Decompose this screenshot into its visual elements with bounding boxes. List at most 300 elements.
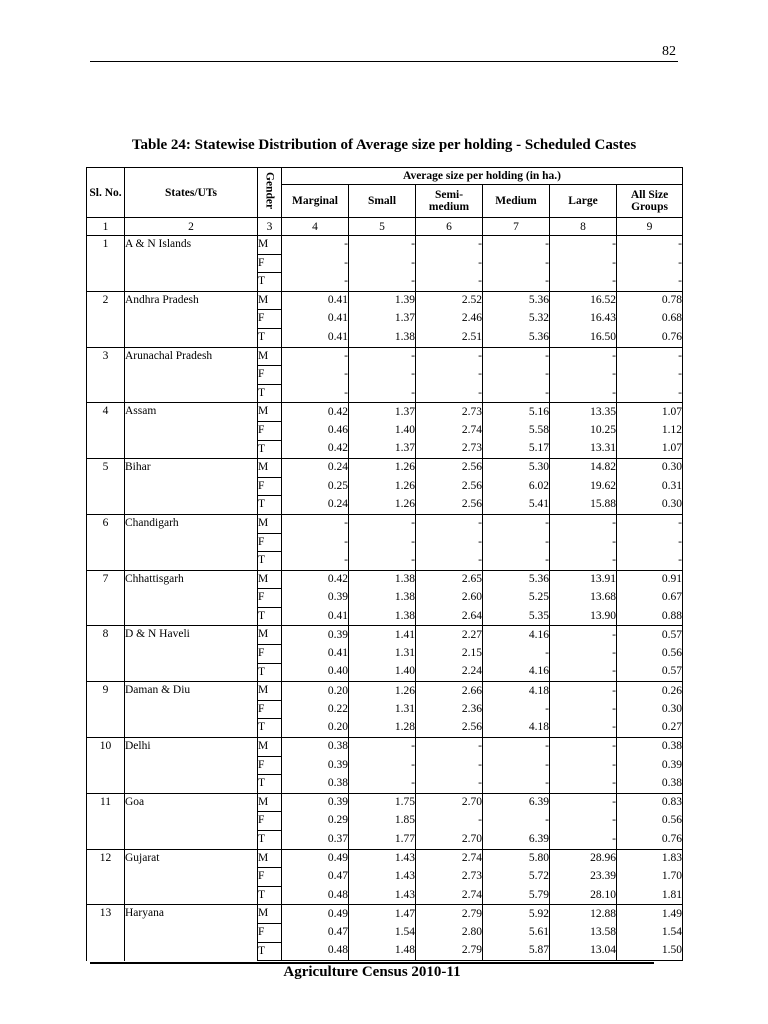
value-cell: 2.79	[416, 905, 483, 924]
column-number: 2	[125, 218, 258, 236]
state-group	[87, 291, 683, 347]
header-sl-no: Sl. No.	[87, 168, 125, 218]
value-cell: 0.39	[282, 756, 349, 775]
value-cell: 0.41	[282, 291, 349, 310]
table-title: Table 24: Statewise Distribution of Average size per holding - Scheduled Castes	[131, 137, 637, 153]
table-row	[87, 459, 683, 478]
value-cell: -	[550, 738, 617, 757]
header-gender-cell	[258, 168, 282, 218]
state-group	[87, 514, 683, 570]
header-large: Large	[550, 185, 617, 218]
gender-cell: M	[258, 459, 282, 478]
gender-cell: M	[258, 682, 282, 701]
value-cell: 5.92	[483, 905, 550, 924]
state-group	[87, 626, 683, 682]
value-cell: -	[550, 236, 617, 255]
value-cell: 1.31	[349, 700, 416, 719]
value-cell: -	[483, 738, 550, 757]
value-cell: 4.18	[483, 719, 550, 738]
state-group	[87, 347, 683, 403]
sl-no-cell: 2	[87, 291, 125, 347]
value-cell: 1.85	[349, 812, 416, 831]
page-number: 82	[662, 44, 676, 59]
value-cell: 15.88	[550, 496, 617, 515]
value-cell: -	[416, 775, 483, 794]
gender-cell: T	[258, 552, 282, 571]
value-cell: -	[349, 533, 416, 552]
value-cell: 0.20	[282, 719, 349, 738]
value-cell: 2.24	[416, 663, 483, 682]
value-cell: 0.24	[282, 496, 349, 515]
gender-cell: T	[258, 775, 282, 794]
value-cell: 1.31	[349, 645, 416, 664]
value-cell: 2.74	[416, 849, 483, 868]
value-cell: 1.38	[349, 570, 416, 589]
value-cell: -	[617, 254, 683, 273]
value-cell: 2.64	[416, 607, 483, 626]
value-cell: 0.41	[282, 328, 349, 347]
gender-cell: F	[258, 533, 282, 552]
value-cell: -	[349, 738, 416, 757]
value-cell: -	[416, 236, 483, 255]
table-row	[87, 793, 683, 812]
value-cell: 0.30	[617, 700, 683, 719]
value-cell: 0.41	[282, 310, 349, 329]
value-cell: 12.88	[550, 905, 617, 924]
value-cell: 14.82	[550, 459, 617, 478]
value-cell: 1.37	[349, 403, 416, 422]
header-rule	[90, 61, 678, 62]
table-row	[87, 236, 683, 255]
value-cell: 16.52	[550, 291, 617, 310]
gender-cell: M	[258, 291, 282, 310]
value-cell: 0.38	[282, 775, 349, 794]
value-cell: 1.07	[617, 440, 683, 459]
gender-cell: M	[258, 626, 282, 645]
value-cell: -	[617, 533, 683, 552]
value-cell: 2.73	[416, 403, 483, 422]
value-cell: -	[483, 700, 550, 719]
value-cell: -	[483, 756, 550, 775]
table-row	[87, 682, 683, 701]
value-cell: -	[617, 552, 683, 571]
gender-cell: T	[258, 663, 282, 682]
state-name-cell: Delhi	[125, 738, 258, 794]
value-cell: 0.56	[617, 645, 683, 664]
value-cell: 13.31	[550, 440, 617, 459]
value-cell: -	[349, 366, 416, 385]
value-cell: -	[550, 700, 617, 719]
value-cell: 5.17	[483, 440, 550, 459]
sl-no-cell: 6	[87, 514, 125, 570]
value-cell: -	[617, 347, 683, 366]
value-cell: 0.26	[617, 682, 683, 701]
gender-cell: M	[258, 347, 282, 366]
state-group	[87, 403, 683, 459]
state-name-cell: Haryana	[125, 905, 258, 961]
sl-no-cell: 11	[87, 793, 125, 849]
table-row	[87, 403, 683, 422]
value-cell: 0.38	[617, 738, 683, 757]
value-cell: 5.35	[483, 607, 550, 626]
header-gender: Gender	[263, 172, 276, 210]
value-cell: 0.46	[282, 421, 349, 440]
sl-no-cell: 12	[87, 849, 125, 905]
value-cell: 0.49	[282, 849, 349, 868]
value-cell: -	[349, 347, 416, 366]
value-cell: -	[282, 273, 349, 292]
value-cell: -	[550, 366, 617, 385]
column-number: 1	[87, 218, 125, 236]
state-name-cell: Assam	[125, 403, 258, 459]
value-cell: 1.43	[349, 849, 416, 868]
gender-cell: F	[258, 310, 282, 329]
value-cell: -	[483, 552, 550, 571]
value-cell: -	[416, 738, 483, 757]
value-cell: -	[416, 366, 483, 385]
value-cell: 5.58	[483, 421, 550, 440]
value-cell: 5.79	[483, 886, 550, 905]
value-cell: -	[349, 552, 416, 571]
sl-no-cell: 8	[87, 626, 125, 682]
value-cell: 0.49	[282, 905, 349, 924]
value-cell: -	[483, 273, 550, 292]
value-cell: 0.40	[282, 663, 349, 682]
value-cell: 0.30	[617, 496, 683, 515]
value-cell: -	[550, 347, 617, 366]
value-cell: 13.35	[550, 403, 617, 422]
value-cell: 0.68	[617, 310, 683, 329]
value-cell: 6.39	[483, 793, 550, 812]
column-number: 5	[349, 218, 416, 236]
value-cell: -	[550, 682, 617, 701]
value-cell: -	[282, 514, 349, 533]
value-cell: 1.38	[349, 607, 416, 626]
value-cell: -	[349, 236, 416, 255]
value-cell: 2.65	[416, 570, 483, 589]
header-small: Small	[349, 185, 416, 218]
value-cell: 0.48	[282, 942, 349, 961]
column-number: 3	[258, 218, 282, 236]
state-name-cell: Daman & Diu	[125, 682, 258, 738]
value-cell: -	[483, 384, 550, 403]
value-cell: 0.39	[282, 626, 349, 645]
value-cell: 1.26	[349, 682, 416, 701]
value-cell: 5.41	[483, 496, 550, 515]
value-cell: -	[550, 793, 617, 812]
value-cell: -	[282, 366, 349, 385]
value-cell: -	[416, 254, 483, 273]
value-cell: -	[416, 514, 483, 533]
value-cell: 0.47	[282, 923, 349, 942]
value-cell: -	[550, 626, 617, 645]
value-cell: -	[617, 236, 683, 255]
value-cell: 1.75	[349, 793, 416, 812]
sl-no-cell: 9	[87, 682, 125, 738]
value-cell: -	[483, 347, 550, 366]
value-cell: -	[483, 236, 550, 255]
value-cell: -	[550, 663, 617, 682]
value-cell: -	[550, 254, 617, 273]
value-cell: 1.47	[349, 905, 416, 924]
value-cell: -	[349, 756, 416, 775]
column-number: 6	[416, 218, 483, 236]
gender-cell: F	[258, 700, 282, 719]
value-cell: 2.70	[416, 831, 483, 850]
state-name-cell: D & N Haveli	[125, 626, 258, 682]
state-name-cell: Chandigarh	[125, 514, 258, 570]
value-cell: 0.57	[617, 626, 683, 645]
value-cell: 0.25	[282, 477, 349, 496]
value-cell: 0.39	[617, 756, 683, 775]
value-cell: 2.56	[416, 459, 483, 478]
value-cell: 0.39	[282, 793, 349, 812]
value-cell: -	[282, 552, 349, 571]
value-cell: -	[550, 775, 617, 794]
state-group	[87, 236, 683, 292]
value-cell: 0.67	[617, 589, 683, 608]
value-cell: 0.24	[282, 459, 349, 478]
sl-no-cell: 4	[87, 403, 125, 459]
value-cell: 1.50	[617, 942, 683, 961]
gender-cell: M	[258, 514, 282, 533]
value-cell: 5.80	[483, 849, 550, 868]
gender-cell: M	[258, 849, 282, 868]
footer-text: Agriculture Census 2010-11	[283, 964, 461, 980]
sl-no-cell: 1	[87, 236, 125, 292]
value-cell: 5.16	[483, 403, 550, 422]
gender-cell: M	[258, 403, 282, 422]
header-marginal: Marginal	[282, 185, 349, 218]
value-cell: -	[416, 552, 483, 571]
value-cell: 0.88	[617, 607, 683, 626]
value-cell: 2.52	[416, 291, 483, 310]
value-cell: 0.47	[282, 868, 349, 887]
value-cell: -	[416, 273, 483, 292]
gender-cell: F	[258, 589, 282, 608]
state-group	[87, 793, 683, 849]
state-name-cell: Chhattisgarh	[125, 570, 258, 626]
sl-no-cell: 3	[87, 347, 125, 403]
table-row	[87, 570, 683, 589]
value-cell: 16.50	[550, 328, 617, 347]
value-cell: 1.26	[349, 496, 416, 515]
value-cell: -	[617, 384, 683, 403]
value-cell: -	[550, 384, 617, 403]
gender-cell: T	[258, 719, 282, 738]
value-cell: 13.68	[550, 589, 617, 608]
gender-cell: F	[258, 477, 282, 496]
value-cell: 5.36	[483, 570, 550, 589]
value-cell: -	[550, 273, 617, 292]
sl-no-cell: 7	[87, 570, 125, 626]
state-name-cell: Andhra Pradesh	[125, 291, 258, 347]
value-cell: -	[550, 831, 617, 850]
gender-cell: F	[258, 645, 282, 664]
value-cell: 19.62	[550, 477, 617, 496]
value-cell: 0.41	[282, 607, 349, 626]
value-cell: 13.04	[550, 942, 617, 961]
column-number: 7	[483, 218, 550, 236]
gender-cell: F	[258, 254, 282, 273]
value-cell: 0.42	[282, 440, 349, 459]
value-cell: 1.39	[349, 291, 416, 310]
value-cell: 1.70	[617, 868, 683, 887]
header-medium: Medium	[483, 185, 550, 218]
value-cell: 28.96	[550, 849, 617, 868]
table-row	[87, 849, 683, 868]
value-cell: 1.43	[349, 886, 416, 905]
value-cell: 0.42	[282, 403, 349, 422]
gender-cell: T	[258, 328, 282, 347]
value-cell: -	[282, 347, 349, 366]
value-cell: 0.38	[617, 775, 683, 794]
gender-cell: T	[258, 440, 282, 459]
value-cell: -	[282, 254, 349, 273]
value-cell: 1.81	[617, 886, 683, 905]
value-cell: 13.91	[550, 570, 617, 589]
value-cell: -	[349, 273, 416, 292]
column-number: 4	[282, 218, 349, 236]
gender-cell: M	[258, 793, 282, 812]
value-cell: -	[550, 645, 617, 664]
value-cell: 5.36	[483, 328, 550, 347]
value-cell: -	[483, 254, 550, 273]
table-row	[87, 905, 683, 924]
value-cell: 0.38	[282, 738, 349, 757]
value-cell: 0.76	[617, 831, 683, 850]
value-cell: -	[282, 236, 349, 255]
value-cell: 16.43	[550, 310, 617, 329]
state-group	[87, 682, 683, 738]
value-cell: -	[617, 273, 683, 292]
value-cell: 1.40	[349, 663, 416, 682]
table-row	[87, 738, 683, 757]
sl-no-cell: 10	[87, 738, 125, 794]
header-semi-medium: Semi-medium	[416, 185, 483, 218]
value-cell: -	[416, 533, 483, 552]
value-cell: 0.37	[282, 831, 349, 850]
gender-cell: T	[258, 273, 282, 292]
value-cell: 1.48	[349, 942, 416, 961]
value-cell: 5.25	[483, 589, 550, 608]
value-cell: -	[416, 812, 483, 831]
value-cell: -	[416, 347, 483, 366]
state-group	[87, 905, 683, 961]
value-cell: 0.57	[617, 663, 683, 682]
gender-cell: F	[258, 812, 282, 831]
value-cell: 0.31	[617, 477, 683, 496]
state-name-cell: Bihar	[125, 459, 258, 515]
value-cell: 1.54	[349, 923, 416, 942]
value-cell: -	[483, 533, 550, 552]
value-cell: 2.46	[416, 310, 483, 329]
value-cell: -	[483, 366, 550, 385]
value-cell: 0.78	[617, 291, 683, 310]
header-states: States/UTs	[125, 168, 258, 218]
header-all-size: All Size Groups	[617, 185, 683, 218]
value-cell: 4.16	[483, 626, 550, 645]
value-cell: -	[416, 384, 483, 403]
gender-cell: M	[258, 738, 282, 757]
value-cell: 0.29	[282, 812, 349, 831]
value-cell: -	[483, 812, 550, 831]
column-number: 9	[617, 218, 683, 236]
value-cell: 23.39	[550, 868, 617, 887]
value-cell: 1.07	[617, 403, 683, 422]
value-cell: 13.58	[550, 923, 617, 942]
value-cell: -	[349, 254, 416, 273]
value-cell: 1.37	[349, 310, 416, 329]
value-cell: 4.16	[483, 663, 550, 682]
state-name-cell: Gujarat	[125, 849, 258, 905]
gender-cell: M	[258, 236, 282, 255]
value-cell: 5.30	[483, 459, 550, 478]
sl-no-cell: 5	[87, 459, 125, 515]
value-cell: 2.73	[416, 440, 483, 459]
value-cell: 28.10	[550, 886, 617, 905]
value-cell: 1.38	[349, 589, 416, 608]
value-cell: 2.15	[416, 645, 483, 664]
value-cell: 2.56	[416, 496, 483, 515]
value-cell: 13.90	[550, 607, 617, 626]
value-cell: 0.48	[282, 886, 349, 905]
value-cell: 5.36	[483, 291, 550, 310]
holding-size-table	[86, 167, 683, 961]
value-cell: -	[550, 514, 617, 533]
value-cell: 0.30	[617, 459, 683, 478]
value-cell: -	[483, 514, 550, 533]
value-cell: 2.60	[416, 589, 483, 608]
gender-cell: T	[258, 886, 282, 905]
value-cell: 1.54	[617, 923, 683, 942]
gender-cell: T	[258, 942, 282, 961]
gender-cell: F	[258, 868, 282, 887]
value-cell: -	[550, 552, 617, 571]
value-cell: -	[349, 775, 416, 794]
gender-cell: F	[258, 756, 282, 775]
value-cell: 1.28	[349, 719, 416, 738]
value-cell: 0.39	[282, 589, 349, 608]
header-avg-size-group: Average size per holding (in ha.)	[282, 168, 683, 185]
value-cell: -	[550, 533, 617, 552]
gender-cell: T	[258, 607, 282, 626]
value-cell: 5.72	[483, 868, 550, 887]
value-cell: 0.27	[617, 719, 683, 738]
value-cell: -	[282, 384, 349, 403]
state-group	[87, 459, 683, 515]
gender-cell: F	[258, 923, 282, 942]
value-cell: 2.73	[416, 868, 483, 887]
value-cell: 1.41	[349, 626, 416, 645]
table-row	[87, 291, 683, 310]
value-cell: 0.56	[617, 812, 683, 831]
value-cell: 2.66	[416, 682, 483, 701]
value-cell: 2.74	[416, 886, 483, 905]
value-cell: 2.27	[416, 626, 483, 645]
value-cell: -	[282, 533, 349, 552]
value-cell: 0.83	[617, 793, 683, 812]
value-cell: 1.12	[617, 421, 683, 440]
gender-cell: F	[258, 421, 282, 440]
value-cell: 5.61	[483, 923, 550, 942]
value-cell: 0.41	[282, 645, 349, 664]
gender-cell: M	[258, 905, 282, 924]
value-cell: 1.83	[617, 849, 683, 868]
state-group	[87, 570, 683, 626]
value-cell: -	[617, 366, 683, 385]
value-cell: 0.20	[282, 682, 349, 701]
